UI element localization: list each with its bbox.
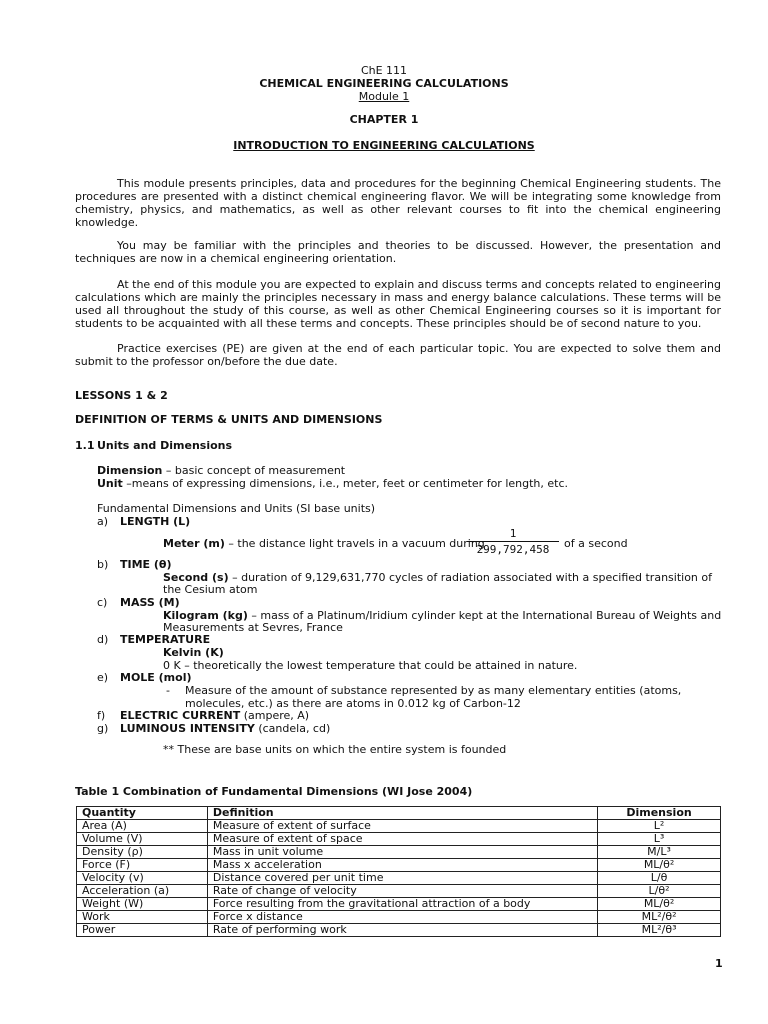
page-number: 1 bbox=[715, 957, 723, 970]
dimension-cell: L/θ bbox=[598, 872, 721, 885]
item-f-letter: f) bbox=[97, 709, 106, 722]
item-c-definition: Kilogram (kg) – mass of a Platinum/Iridium cylinder kept at the International Bureau of Weights and bbox=[163, 609, 722, 622]
dimension-definition: Dimension – basic concept of measurement bbox=[97, 464, 346, 477]
column-header-dimension: Dimension bbox=[598, 807, 721, 820]
item-b-definition: Second (s) – duration of 9,129,631,770 cycles of radiation associated with a specified transition of bbox=[163, 571, 712, 584]
column-header-definition: Definition bbox=[207, 807, 597, 820]
table-header-row bbox=[77, 807, 721, 820]
definition-cell: Force x distance bbox=[207, 911, 597, 924]
chapter-title: INTRODUCTION TO ENGINEERING CALCULATIONS bbox=[233, 139, 535, 152]
table-row bbox=[77, 911, 721, 924]
item-d-letter: d) bbox=[97, 633, 109, 646]
definition-cell: Force resulting from the gravitational attraction of a body bbox=[207, 898, 597, 911]
definition-cell: Mass in unit volume bbox=[207, 846, 597, 859]
table-row bbox=[77, 898, 721, 911]
quantity-cell: Work bbox=[77, 911, 208, 924]
dimension-cell: ML/θ² bbox=[598, 898, 721, 911]
definition-cell: Distance covered per unit time bbox=[207, 872, 597, 885]
item-e-dash: - bbox=[166, 684, 170, 697]
definition-cell: Mass x acceleration bbox=[207, 859, 597, 872]
fraction-numerator: 1 bbox=[467, 526, 559, 542]
table-row bbox=[77, 846, 721, 859]
quantity-cell: Area (A) bbox=[77, 820, 208, 833]
dimension-cell: ML²/θ² bbox=[598, 911, 721, 924]
item-e-letter: e) bbox=[97, 671, 109, 684]
chapter-label: CHAPTER 1 bbox=[349, 113, 419, 126]
item-a-tail: of a second bbox=[564, 537, 628, 550]
item-f-definition: ELECTRIC CURRENT (ampere, A) bbox=[120, 709, 310, 722]
quantity-cell: Force (F) bbox=[77, 859, 208, 872]
table-row bbox=[77, 820, 721, 833]
unit-definition: Unit –means of expressing dimensions, i.e., meter, feet or centimeter for length, etc. bbox=[97, 477, 569, 490]
fraction-one-over-speed-of-light bbox=[467, 526, 559, 557]
course-code: ChE 111 bbox=[360, 64, 408, 77]
fundamental-dimensions-label: Fundamental Dimensions and Units (SI base units) bbox=[97, 502, 376, 515]
fundamental-dimensions-table bbox=[76, 806, 721, 937]
base-units-note: ** These are base units on which the entire system is founded bbox=[163, 743, 507, 756]
item-e-name: MOLE (mol) bbox=[120, 671, 192, 684]
item-d-name: TEMPERATURE bbox=[120, 633, 211, 646]
dimension-cell: ML/θ² bbox=[598, 859, 721, 872]
dimension-cell: L² bbox=[598, 820, 721, 833]
table-row bbox=[77, 859, 721, 872]
item-g-letter: g) bbox=[97, 722, 109, 735]
fraction-denominator: 299,792,458 bbox=[476, 543, 550, 556]
item-a-letter: a) bbox=[97, 515, 109, 528]
definition-cell: Measure of extent of surface bbox=[207, 820, 597, 833]
dimension-cell: L/θ² bbox=[598, 885, 721, 898]
definition-cell: Rate of performing work bbox=[207, 924, 597, 937]
lessons-subheading: DEFINITION OF TERMS & UNITS AND DIMENSIONS bbox=[75, 413, 383, 426]
module-label: Module 1 bbox=[358, 90, 410, 103]
quantity-cell: Acceleration (a) bbox=[77, 885, 208, 898]
item-d-definition: 0 K – theoretically the lowest temperature that could be attained in nature. bbox=[163, 659, 578, 672]
definition-cell: Rate of change of velocity bbox=[207, 885, 597, 898]
item-b-name: TIME (θ) bbox=[120, 558, 172, 571]
item-a-definition: Meter (m) – the distance light travels in a vacuum during bbox=[163, 537, 485, 550]
section-title: Units and Dimensions bbox=[97, 439, 233, 452]
quantity-cell: Power bbox=[77, 924, 208, 937]
dimension-cell: L³ bbox=[598, 833, 721, 846]
quantity-cell: Density (ρ) bbox=[77, 846, 208, 859]
quantity-cell: Weight (W) bbox=[77, 898, 208, 911]
item-c-letter: c) bbox=[97, 596, 108, 609]
table-row bbox=[77, 885, 721, 898]
item-e-definition: Measure of the amount of substance represented by as many elementary entities (atoms, bbox=[185, 684, 682, 697]
table-row bbox=[77, 833, 721, 846]
item-c-definition-cont: Measurements at Sevres, France bbox=[163, 621, 343, 634]
quantity-cell: Volume (V) bbox=[77, 833, 208, 846]
item-d-unit: Kelvin (K) bbox=[163, 646, 224, 659]
section-number: 1.1 bbox=[75, 439, 95, 452]
lessons-heading: LESSONS 1 & 2 bbox=[75, 389, 168, 402]
item-g-definition: LUMINOUS INTENSITY (candela, cd) bbox=[120, 722, 331, 735]
dimension-cell: M/L³ bbox=[598, 846, 721, 859]
definition-cell: Measure of extent of space bbox=[207, 833, 597, 846]
column-header-quantity: Quantity bbox=[77, 807, 208, 820]
dimension-cell: ML²/θ³ bbox=[598, 924, 721, 937]
document-title: CHEMICAL ENGINEERING CALCULATIONS bbox=[259, 77, 509, 90]
quantity-cell: Velocity (v) bbox=[77, 872, 208, 885]
table-row bbox=[77, 924, 721, 937]
intro-paragraph-3: At the end of this module you are expected to explain and discuss terms and concepts related to engineering calculations which are mainly the principles necessary in mass and energy balance calculations. These terms will be used all throughout the study of this course, as well as other Chemical Engineering courses so it is important for students to be acquainted with all these terms and concepts. These principles should be of second nature to you. bbox=[75, 278, 721, 330]
table-row bbox=[77, 872, 721, 885]
table-caption: Table 1 Combination of Fundamental Dimensions (WI Jose 2004) bbox=[75, 785, 473, 798]
item-b-definition-cont: the Cesium atom bbox=[163, 583, 258, 596]
item-b-letter: b) bbox=[97, 558, 109, 571]
intro-paragraph-1: This module presents principles, data and procedures for the beginning Chemical Engineering students. The procedures are presented with a distinct chemical engineering flavor. We will be integrating some knowledge from chemistry, physics, and mathematics, as well as other relevant courses to fit into the chemical engineering knowledge. bbox=[75, 177, 721, 229]
intro-paragraph-4: Practice exercises (PE) are given at the end of each particular topic. You are expected to solve them and submit to the professor on/before the due date. bbox=[75, 342, 721, 368]
item-a-name: LENGTH (L) bbox=[120, 515, 191, 528]
item-c-name: MASS (M) bbox=[120, 596, 180, 609]
intro-paragraph-2: You may be familiar with the principles and theories to be discussed. However, the presentation and techniques are now in a chemical engineering orientation. bbox=[75, 239, 721, 265]
item-e-definition-cont: molecules, etc.) as there are atoms in 0.012 kg of Carbon-12 bbox=[185, 697, 521, 710]
